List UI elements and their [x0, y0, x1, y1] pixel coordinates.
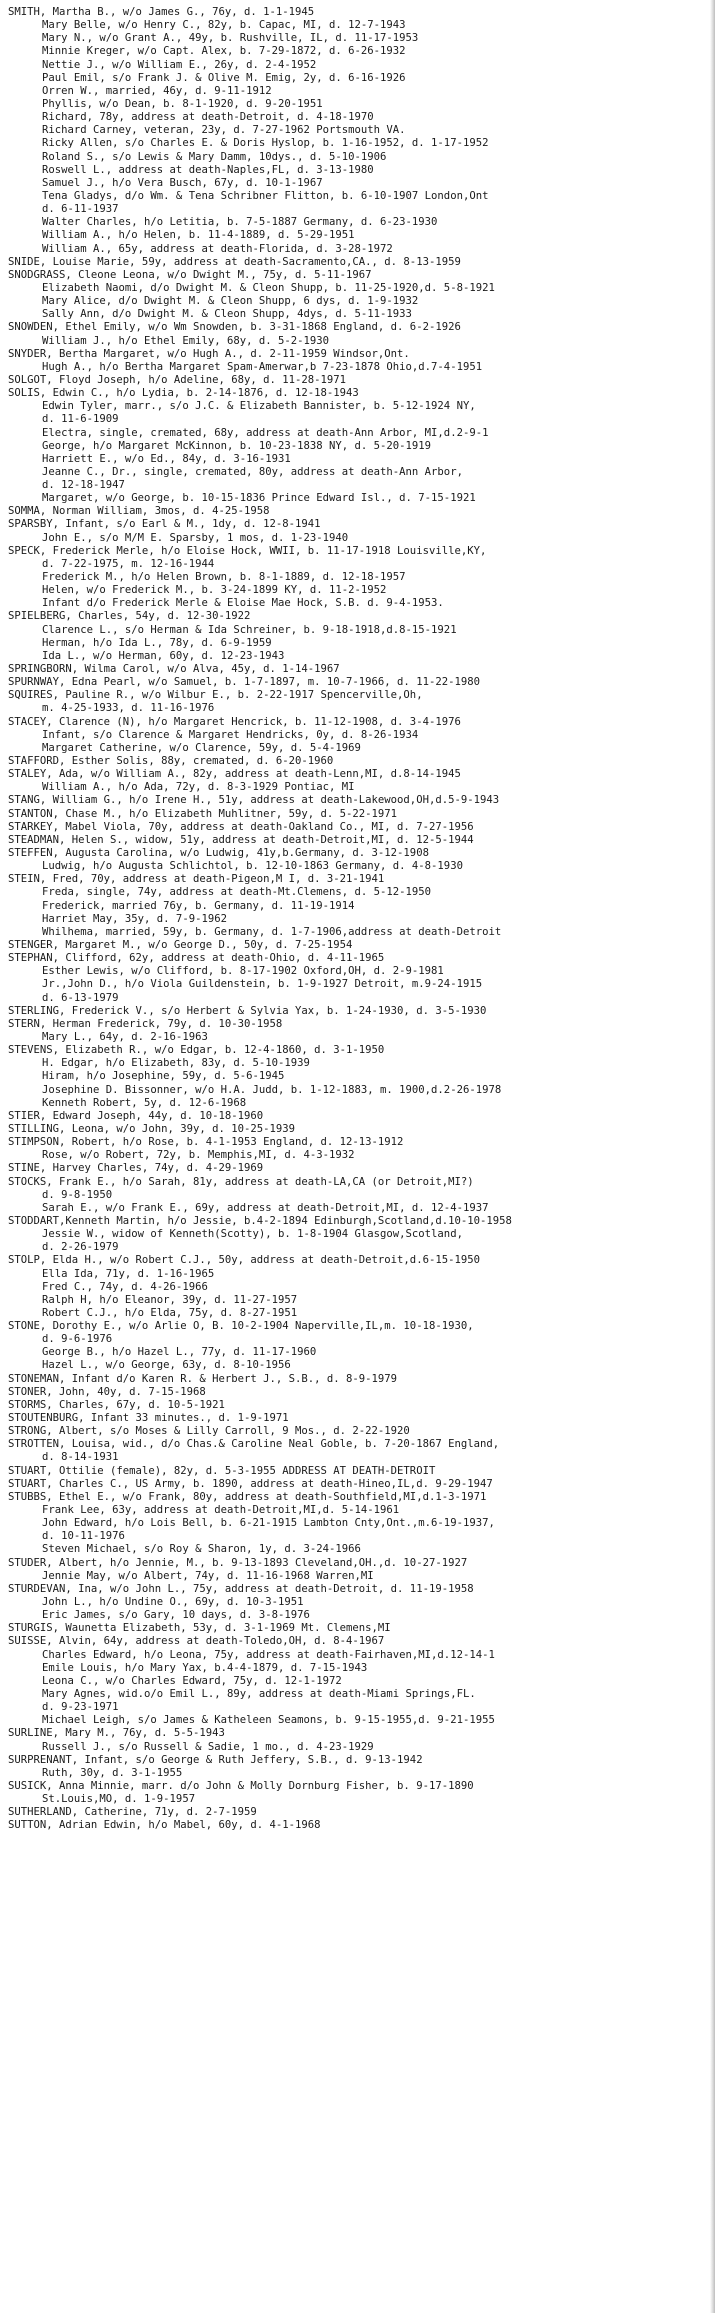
record-line: Charles Edward, h/o Leona, 75y, address at death-Fairhaven,MI,d.12-14-1: [42, 1648, 495, 1661]
record-line: Ella Ida, 71y, d. 1-16-1965: [42, 1267, 215, 1280]
record-line: Helen, w/o Frederick M., b. 3-24-1899 KY, d. 11-2-1952: [42, 584, 387, 597]
record-line: William A., h/o Helen, b. 11-4-1889, d. 5-29-1951: [42, 229, 355, 242]
record-line: Elizabeth Naomi, d/o Dwight M. & Cleon Shupp, b. 11-25-1920,d. 5-8-1921: [42, 281, 495, 294]
surname-entry: SNODGRASS, Cleone Leona, w/o Dwight M., 75y, d. 5-11-1967: [8, 268, 372, 281]
record-line: Steven Michael, s/o Roy & Sharon, 1y, d. 3-24-1966: [42, 1543, 361, 1556]
record-line: Kenneth Robert, 5y, d. 12-6-1968: [42, 1096, 247, 1109]
surname-entry: STERLING, Frederick V., s/o Herbert & Sylvia Yax, b. 1-24-1930, d. 3-5-1930: [8, 1004, 487, 1017]
surname-entry: STORMS, Charles, 67y, d. 10-5-1921: [8, 1398, 225, 1411]
record-line: Electra, single, cremated, 68y, address at death-Ann Arbor, MI,d.2-9-1: [42, 426, 489, 439]
surname-entry: STONE, Dorothy E., w/o Arlie O, B. 10-2-1904 Naperville,IL,m. 10-18-1930,: [8, 1320, 474, 1333]
page-edge-shadow: [710, 0, 715, 2313]
record-line: John Edward, h/o Lois Bell, b. 6-21-1915 Lambton Cnty,Ont.,m.6-19-1937,: [42, 1517, 495, 1530]
surname-entry: STUDER, Albert, h/o Jennie, M., b. 9-13-1893 Cleveland,OH.,d. 10-27-1927: [8, 1556, 468, 1569]
surname-entry: SURPRENANT, Infant, s/o George & Ruth Jeffery, S.B., d. 9-13-1942: [8, 1753, 423, 1766]
record-line: d. 9-6-1976: [42, 1333, 113, 1346]
surname-entry: SPECK, Frederick Merle, h/o Eloise Hock, WWII, b. 11-17-1918 Louisville,KY,: [8, 544, 487, 557]
record-line: George B., h/o Hazel L., 77y, d. 11-17-1960: [42, 1346, 317, 1359]
surname-entry: STIER, Edward Joseph, 44y, d. 10-18-1960: [8, 1109, 264, 1122]
surname-entry: STONER, John, 40y, d. 7-15-1968: [8, 1385, 206, 1398]
record-line: Nettie J., w/o William E., 26y, d. 2-4-1952: [42, 58, 317, 71]
surname-entry: SMITH, Martha B., w/o James G., 76y, d. 1-1-1945: [8, 6, 315, 18]
surname-entry: STODDART,Kenneth Martin, h/o Jessie, b.4-2-1894 Edinburgh,Scotland,d.10-10-1958: [8, 1214, 512, 1227]
record-line: Robert C.J., h/o Elda, 75y, d. 8-27-1951: [42, 1306, 298, 1319]
surname-entry: STONEMAN, Infant d/o Karen R. & Herbert J., S.B., d. 8-9-1979: [8, 1372, 398, 1385]
record-line: Sally Ann, d/o Dwight M. & Cleon Shupp, 4dys, d. 5-11-1933: [42, 308, 412, 321]
record-line: Orren W., married, 46y, d. 9-11-1912: [42, 84, 272, 97]
record-line: Jennie May, w/o Albert, 74y, d. 11-16-1968 Warren,MI: [42, 1569, 374, 1582]
record-line: Mary N., w/o Grant A., 49y, b. Rushville, IL, d. 11-17-1953: [42, 32, 419, 45]
record-line: H. Edgar, h/o Elizabeth, 83y, d. 5-10-1939: [42, 1057, 310, 1070]
record-line: Harriet May, 35y, d. 7-9-1962: [42, 912, 227, 925]
surname-entry: STOLP, Elda H., w/o Robert C.J., 50y, address at death-Detroit,d.6-15-1950: [8, 1254, 480, 1267]
record-line: Emile Louis, h/o Mary Yax, b.4-4-1879, d. 7-15-1943: [42, 1661, 368, 1674]
surname-entry: STRONG, Albert, s/o Moses & Lilly Carroll, 9 Mos., d. 2-22-1920: [8, 1425, 410, 1438]
surname-entry: STEPHAN, Clifford, 62y, address at death-Ohio, d. 4-11-1965: [8, 952, 385, 965]
record-line: Ricky Allen, s/o Charles E. & Doris Hyslop, b. 1-16-1952, d. 1-17-1952: [42, 137, 489, 150]
record-line: William J., h/o Ethel Emily, 68y, d. 5-2-1930: [42, 334, 330, 347]
record-line: Roland S., s/o Lewis & Mary Damm, 10dys., d. 5-10-1906: [42, 150, 387, 163]
surname-entry: STROTTEN, Louisa, wid., d/o Chas.& Caroline Neal Goble, b. 7-20-1867 England,: [8, 1438, 500, 1451]
record-line: d. 6-11-1937: [42, 203, 119, 216]
record-line: Jessie W., widow of Kenneth(Scotty), b. 1-8-1904 Glasgow,Scotland,: [42, 1228, 463, 1241]
surname-entry: STURDEVAN, Ina, w/o John L., 75y, address at death-Detroit, d. 11-19-1958: [8, 1582, 474, 1595]
record-line: St.Louis,MO, d. 1-9-1957: [42, 1793, 196, 1806]
record-line: Richard, 78y, address at death-Detroit, d. 4-18-1970: [42, 111, 374, 124]
surname-entry: STANTON, Chase M., h/o Elizabeth Muhlitner, 59y, d. 5-22-1971: [8, 807, 398, 820]
record-line: d. 12-18-1947: [42, 479, 125, 492]
surname-entry: STARKEY, Mabel Viola, 70y, address at death-Oakland Co., MI, d. 7-27-1956: [8, 820, 474, 833]
burial-records-list: [8, 6, 708, 1833]
record-line: Herman, h/o Ida L., 78y, d. 6-9-1959: [42, 636, 272, 649]
record-line: Infant d/o Frederick Merle & Eloise Mae Hock, S.B. d. 9-4-1953.: [42, 597, 444, 610]
surname-entry: SUSICK, Anna Minnie, marr. d/o John & Molly Dornburg Fisher, b. 9-17-1890: [8, 1779, 474, 1792]
surname-entry: SUISSE, Alvin, 64y, address at death-Toledo,OH, d. 8-4-1967: [8, 1635, 385, 1648]
surname-entry: STEADMAN, Helen S., widow, 51y, address at death-Detroit,MI, d. 12-5-1944: [8, 833, 474, 846]
record-line: Samuel J., h/o Vera Busch, 67y, d. 10-1-1967: [42, 176, 323, 189]
record-line: d. 6-13-1979: [42, 991, 119, 1004]
surname-entry: STILLING, Leona, w/o John, 39y, d. 10-25-1939: [8, 1122, 296, 1135]
record-line: William A., h/o Ada, 72y, d. 8-3-1929 Pontiac, MI: [42, 781, 355, 794]
surname-entry: STOUTENBURG, Infant 33 minutes., d. 1-9-1971: [8, 1412, 289, 1425]
record-line: d. 10-11-1976: [42, 1530, 125, 1543]
surname-entry: SOLGOT, Floyd Joseph, h/o Adeline, 68y, d. 11-28-1971: [8, 373, 347, 386]
surname-entry: STEFFEN, Augusta Carolina, w/o Ludwig, 41y,b.Germany, d. 3-12-1908: [8, 847, 429, 859]
record-line: Mary L., 64y, d. 2-16-1963: [42, 1030, 208, 1043]
record-line: Edwin Tyler, marr., s/o J.C. & Elizabeth Bannister, b. 5-12-1924 NY,: [42, 400, 476, 413]
record-line: William A., 65y, address at death-Florida, d. 3-28-1972: [42, 242, 393, 255]
record-line: Rose, w/o Robert, 72y, b. Memphis,MI, d. 4-3-1932: [42, 1149, 355, 1162]
surname-entry: STAFFORD, Esther Solis, 88y, cremated, d. 6-20-1960: [8, 755, 334, 768]
record-line: Mary Belle, w/o Henry C., 82y, b. Capac, MI, d. 12-7-1943: [42, 19, 406, 32]
surname-entry: STUART, Ottilie (female), 82y, d. 5-3-1955 ADDRESS AT DEATH-DETROIT: [8, 1464, 436, 1477]
record-line: Jr.,John D., h/o Viola Guildenstein, b. 1-9-1927 Detroit, m.9-24-1915: [42, 978, 483, 991]
record-line: d. 11-6-1909: [42, 413, 119, 426]
surname-entry: SPIELBERG, Charles, 54y, d. 12-30-1922: [8, 610, 251, 623]
surname-entry: STEVENS, Elizabeth R., w/o Edgar, b. 12-4-1860, d. 3-1-1950: [8, 1044, 385, 1057]
record-line: Whilhema, married, 59y, b. Germany, d. 1-7-1906,address at death-Detroit: [42, 925, 502, 938]
surname-entry: STOCKS, Frank E., h/o Sarah, 81y, address at death-LA,CA (or Detroit,MI?): [8, 1175, 474, 1188]
record-line: Paul Emil, s/o Frank J. & Olive M. Emig, 2y, d. 6-16-1926: [42, 71, 406, 84]
record-line: m. 4-25-1933, d. 11-16-1976: [42, 702, 215, 715]
record-line: Hugh A., h/o Bertha Margaret Spam-Amerwar,b 7-23-1878 Ohio,d.7-4-1951: [42, 360, 483, 373]
surname-entry: STUBBS, Ethel E., w/o Frank, 80y, address at death-Southfield,MI,d.1-3-1971: [8, 1490, 487, 1503]
surname-entry: SURLINE, Mary M., 76y, d. 5-5-1943: [8, 1727, 225, 1740]
record-line: Margaret Catherine, w/o Clarence, 59y, d. 5-4-1969: [42, 741, 361, 754]
record-line: John E., s/o M/M E. Sparsby, 1 mos, d. 1-23-1940: [42, 531, 349, 544]
record-line: Esther Lewis, w/o Clifford, b. 8-17-1902 Oxford,OH, d. 2-9-1981: [42, 965, 444, 978]
record-line: d. 2-26-1979: [42, 1241, 119, 1254]
record-line: Ludwig, h/o Augusta Schlichtol, b. 12-10-1863 Germany, d. 4-8-1930: [42, 860, 463, 873]
record-line: Mary Agnes, wid.o/o Emil L., 89y, address at death-Miami Springs,FL.: [42, 1688, 476, 1700]
record-line: Phyllis, w/o Dean, b. 8-1-1920, d. 9-20-1951: [42, 97, 323, 110]
surname-entry: SPARSBY, Infant, s/o Earl & M., 1dy, d. 12-8-1941: [8, 518, 321, 531]
record-line: Minnie Kreger, w/o Capt. Alex, b. 7-29-1872, d. 6-26-1932: [42, 45, 406, 58]
surname-entry: SNOWDEN, Ethel Emily, w/o Wm Snowden, b. 3-31-1868 England, d. 6-2-1926: [8, 321, 461, 334]
record-line: Jeanne C., Dr., single, cremated, 80y, address at death-Ann Arbor,: [42, 465, 463, 478]
surname-entry: STENGER, Margaret M., w/o George D., 50y, d. 7-25-1954: [8, 938, 353, 951]
record-line: Sarah E., w/o Frank E., 69y, address at death-Detroit,MI, d. 12-4-1937: [42, 1201, 489, 1214]
surname-entry: STACEY, Clarence (N), h/o Margaret Hencrick, b. 11-12-1908, d. 3-4-1976: [8, 715, 461, 728]
surname-entry: STEIN, Fred, 70y, address at death-Pigeon,M I, d. 3-21-1941: [8, 873, 385, 886]
record-line: Ruth, 30y, d. 3-1-1955: [42, 1766, 183, 1779]
record-line: Harriett E., w/o Ed., 84y, d. 3-16-1931: [42, 452, 291, 465]
record-line: John L., h/o Undine O., 69y, d. 10-3-1951: [42, 1596, 304, 1609]
record-line: Walter Charles, h/o Letitia, b. 7-5-1887 Germany, d. 6-23-1930: [42, 216, 438, 229]
record-line: d. 9-23-1971: [42, 1701, 119, 1714]
record-line: Russell J., s/o Russell & Sadie, 1 mo., d. 4-23-1929: [42, 1740, 374, 1753]
record-line: Hazel L., w/o George, 63y, d. 8-10-1956: [42, 1359, 291, 1372]
surname-entry: SUTTON, Adrian Edwin, h/o Mabel, 60y, d. 4-1-1968: [8, 1819, 321, 1832]
record-line: Ida L., w/o Herman, 60y, d. 12-23-1943: [42, 649, 285, 662]
record-line: d. 9-8-1950: [42, 1188, 113, 1201]
surname-entry: STUART, Charles C., US Army, b. 1890, address at death-Hineo,IL,d. 9-29-1947: [8, 1477, 493, 1490]
record-line: Fred C., 74y, d. 4-26-1966: [42, 1280, 208, 1293]
surname-entry: STERN, Herman Frederick, 79y, d. 10-30-1958: [8, 1017, 283, 1030]
record-line: d. 8-14-1931: [42, 1451, 119, 1464]
record-line: Eric James, s/o Gary, 10 days, d. 3-8-1976: [42, 1609, 310, 1622]
surname-entry: SQUIRES, Pauline R., w/o Wilbur E., b. 2-22-1917 Spencerville,Oh,: [8, 689, 423, 702]
surname-entry: SUTHERLAND, Catherine, 71y, d. 2-7-1959: [8, 1806, 257, 1819]
record-line: Frank Lee, 63y, address at death-Detroit,MI,d. 5-14-1961: [42, 1504, 400, 1517]
record-line: Josephine D. Bissonner, w/o H.A. Judd, b. 1-12-1883, m. 1900,d.2-26-1978: [42, 1083, 502, 1096]
surname-entry: STALEY, Ada, w/o William A., 82y, address at death-Lenn,MI, d.8-14-1945: [8, 768, 461, 781]
record-line: Tena Gladys, d/o Wm. & Tena Schribner Flitton, b. 6-10-1907 London,Ont: [42, 189, 489, 202]
surname-entry: SOLIS, Edwin C., h/o Lydia, b. 2-14-1876, d. 12-18-1943: [8, 387, 359, 400]
record-line: Infant, s/o Clarence & Margaret Hendricks, 0y, d. 8-26-1934: [42, 728, 419, 741]
record-line: Roswell L., address at death-Naples,FL, d. 3-13-1980: [42, 163, 374, 176]
surname-entry: SOMMA, Norman William, 3mos, d. 4-25-1958: [8, 505, 270, 518]
record-line: Richard Carney, veteran, 23y, d. 7-27-1962 Portsmouth VA.: [42, 124, 406, 137]
record-line: Clarence L., s/o Herman & Ida Schreiner, b. 9-18-1918,d.8-15-1921: [42, 623, 457, 636]
record-line: Michael Leigh, s/o James & Katheleen Seamons, b. 9-15-1955,d. 9-21-1955: [42, 1714, 495, 1727]
record-line: Hiram, h/o Josephine, 59y, d. 5-6-1945: [42, 1070, 285, 1083]
record-line: Margaret, w/o George, b. 10-15-1836 Prince Edward Isl., d. 7-15-1921: [42, 492, 476, 505]
record-line: Frederick, married 76y, b. Germany, d. 11-19-1914: [42, 899, 355, 912]
surname-entry: STANG, William G., h/o Irene H., 51y, address at death-Lakewood,OH,d.5-9-1943: [8, 794, 500, 807]
record-line: George, h/o Margaret McKinnon, b. 10-23-1838 NY, d. 5-20-1919: [42, 439, 432, 452]
surname-entry: STIMPSON, Robert, h/o Rose, b. 4-1-1953 England, d. 12-13-1912: [8, 1136, 404, 1149]
record-line: d. 7-22-1975, m. 12-16-1944: [42, 557, 215, 570]
record-line: Ralph H, h/o Eleanor, 39y, d. 11-27-1957: [42, 1293, 298, 1306]
record-line: Mary Alice, d/o Dwight M. & Cleon Shupp, 6 dys, d. 1-9-1932: [42, 295, 419, 308]
surname-entry: SPURNWAY, Edna Pearl, w/o Samuel, b. 1-7-1897, m. 10-7-1966, d. 11-22-1980: [8, 676, 480, 689]
surname-entry: STURGIS, Waunetta Elizabeth, 53y, d. 3-1-1969 Mt. Clemens,MI: [8, 1622, 391, 1635]
record-line: Frederick M., h/o Helen Brown, b. 8-1-1889, d. 12-18-1957: [42, 571, 406, 584]
record-line: Leona C., w/o Charles Edward, 75y, d. 12-1-1972: [42, 1674, 342, 1687]
surname-entry: STINE, Harvey Charles, 74y, d. 4-29-1969: [8, 1162, 264, 1175]
surname-entry: SNYDER, Bertha Margaret, w/o Hugh A., d. 2-11-1959 Windsor,Ont.: [8, 347, 410, 360]
record-line: Freda, single, 74y, address at death-Mt.Clemens, d. 5-12-1950: [42, 886, 432, 899]
surname-entry: SNIDE, Louise Marie, 59y, address at death-Sacramento,CA., d. 8-13-1959: [8, 255, 461, 268]
surname-entry: SPRINGBORN, Wilma Carol, w/o Alva, 45y, d. 1-14-1967: [8, 663, 340, 676]
